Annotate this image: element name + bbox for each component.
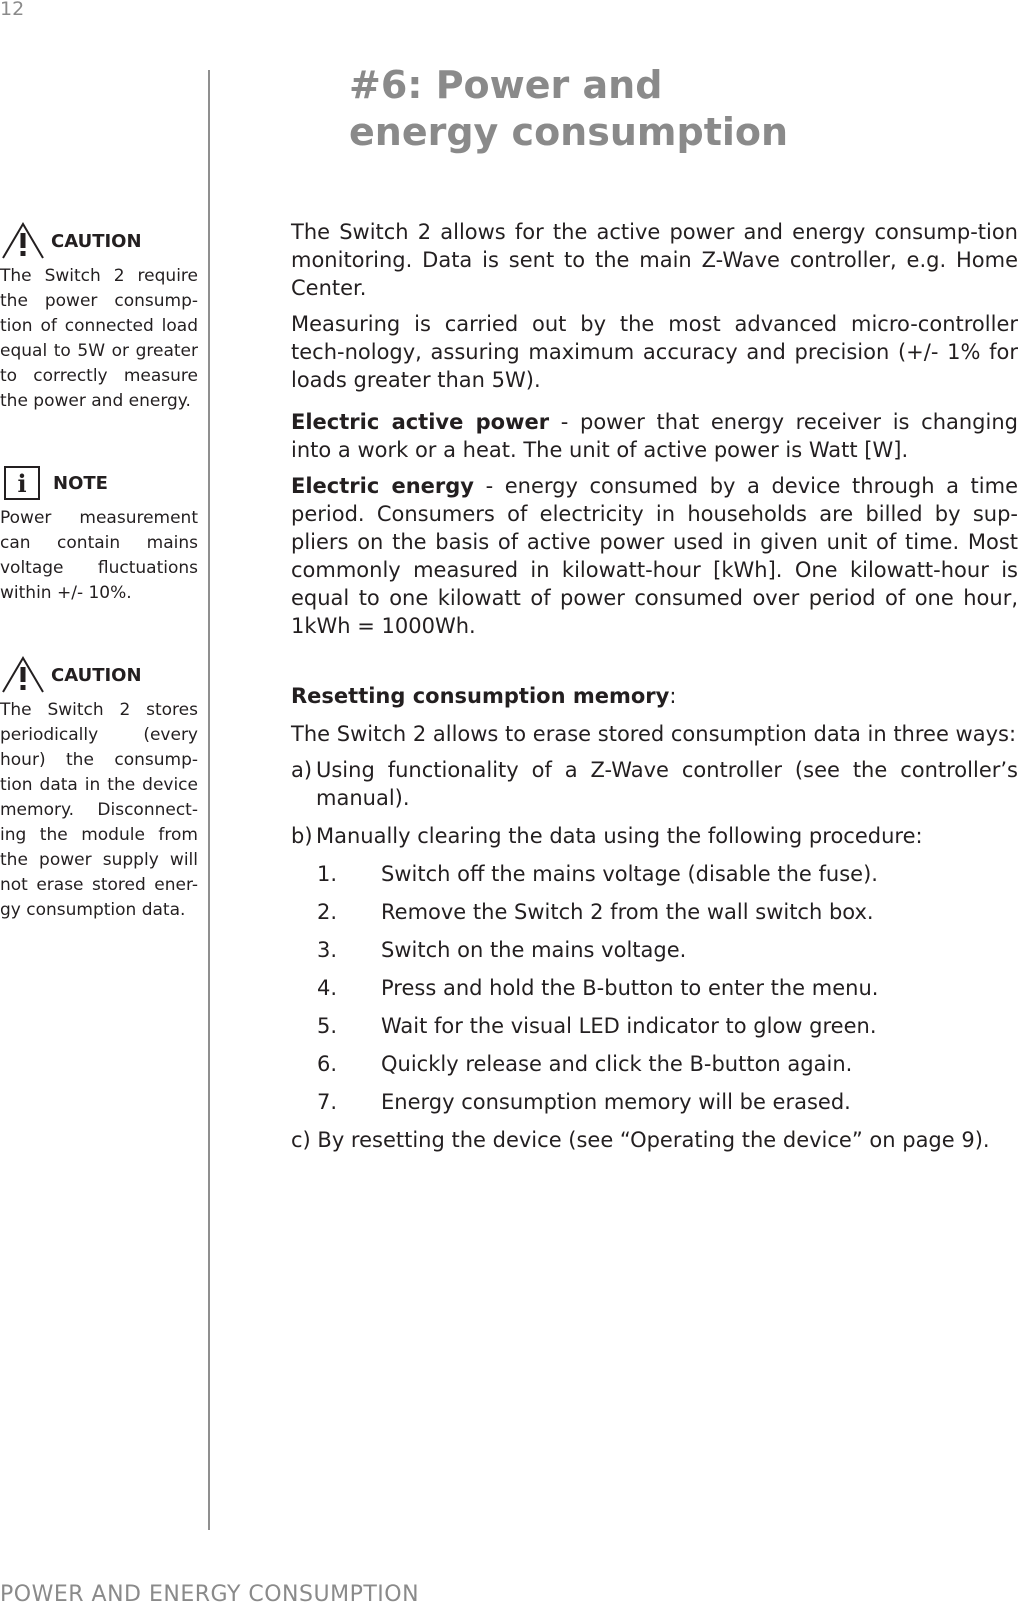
caution-text-2: The Switch 2 stores periodically (every hour) the consump-tion data in the device memory. Disconnect-ing the module from the power supply will not erase stored ener-gy consumption data. [0, 700, 198, 920]
list-item: 2. Remove the Switch 2 from the wall switch box. [317, 900, 874, 924]
running-footer: POWER AND ENERGY CONSUMPTION [0, 1582, 420, 1607]
option-a [291, 756, 1018, 812]
option-a-key: a) [291, 758, 313, 782]
list-item: 1. Switch off the mains voltage (disable the fuse). [317, 862, 878, 886]
reset-intro: The Switch 2 allows to erase stored consumption data in three ways: [291, 722, 1017, 746]
page-number: 12 [0, 0, 25, 20]
energy-paragraph [291, 472, 1018, 640]
note-header [0, 464, 198, 502]
measuring-paragraph: Measuring is carried out by the most advanced micro-controller tech-nology, assuring maximum accuracy and precision (+/- 1% for loads greater than 5W). [291, 312, 1018, 392]
reset-heading-colon: : [669, 684, 677, 708]
reset-heading: Resetting consumption memory [291, 684, 670, 708]
option-b-text: Manually clearing the data using the following procedure: [316, 824, 923, 848]
caution-header-2 [0, 656, 198, 694]
reset-heading-line [291, 682, 1018, 710]
active-power-term: Electric active power [291, 410, 550, 434]
warning-icon [0, 222, 46, 260]
energy-definition: - energy consumed by a device through a time period. Consumers of electricity in households are billed by sup-pliers on the basis of active power used in given unit of time. Most commonly measured in kilowatt-hour [kWh]. One kilowatt-hour is equal to one kilowatt of power consumed over period of one hour, 1kWh = 1000Wh. [291, 474, 1018, 638]
note-label: NOTE [53, 472, 108, 494]
caution-callout-2 [0, 656, 198, 923]
caution-label-2: CAUTION [51, 664, 142, 686]
caution-label-1: CAUTION [51, 230, 142, 252]
energy-term: Electric energy [291, 474, 474, 498]
list-item: 7. Energy consumption memory will be erased. [317, 1090, 851, 1114]
option-b-key: b) [291, 824, 313, 848]
note-callout [0, 464, 198, 606]
list-item: 4. Press and hold the B-button to enter the menu. [317, 976, 879, 1000]
option-b [291, 822, 1018, 850]
option-a-text: Using functionality of a Z-Wave controller (see the controller’s manual). [316, 758, 1018, 810]
page-title: #6: Power and energy consumption [349, 63, 789, 154]
caution-callout-1 [0, 222, 198, 414]
note-text: Power measurement can contain mains voltage fluctuations within +/- 10%. [0, 508, 198, 603]
column-divider [208, 70, 210, 1530]
list-item: 6. Quickly release and click the B-button again. [317, 1052, 853, 1076]
list-item: 3. Switch on the mains voltage. [317, 938, 687, 962]
info-icon: i [4, 466, 40, 500]
active-power-paragraph [291, 408, 1018, 464]
caution-header-1 [0, 222, 198, 260]
warning-icon [0, 656, 46, 694]
active-power-definition: - power that energy receiver is changing into a work or a heat. The unit of active power is Watt [W]. [291, 410, 1018, 462]
intro-paragraph: The Switch 2 allows for the active power and energy consump-tion monitoring. Data is sent to the main Z-Wave controller, e.g. Home Center. [291, 220, 1018, 300]
list-item: 5. Wait for the visual LED indicator to glow green. [317, 1014, 877, 1038]
main-content [291, 218, 1018, 1162]
caution-text-1: The Switch 2 require the power consump-tion of connected load equal to 5W or greater to correctly measure the power and energy. [0, 266, 198, 411]
reset-steps [291, 860, 1018, 1116]
option-c: c) By resetting the device (see “Operating the device” on page 9). [291, 1128, 990, 1152]
